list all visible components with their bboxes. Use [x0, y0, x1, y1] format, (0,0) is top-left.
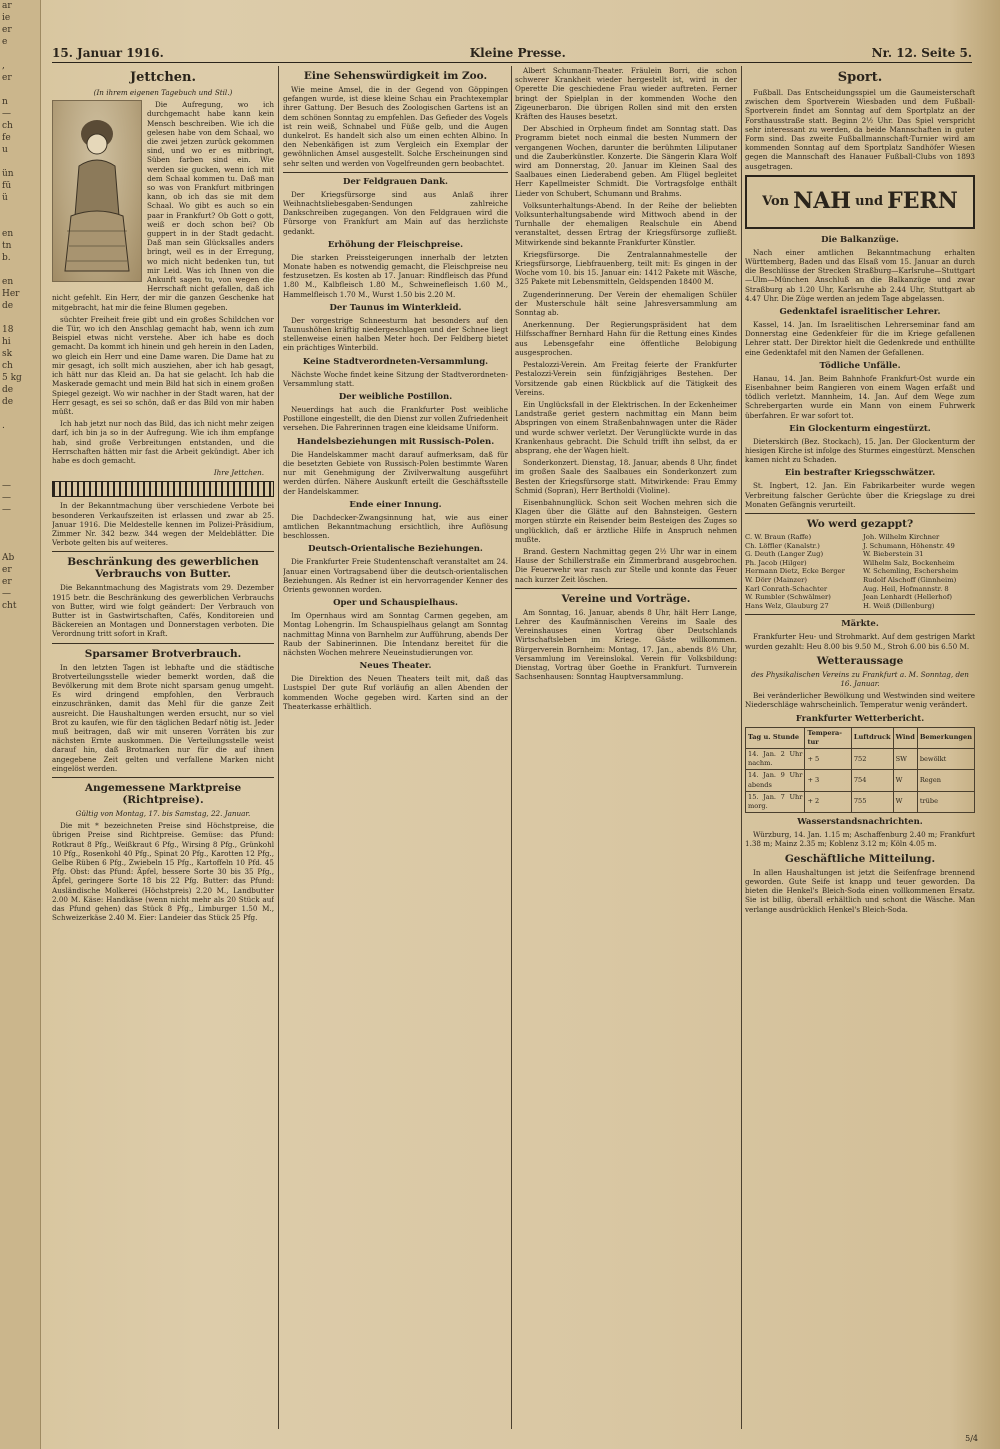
article-paragraph: Der vorgestrige Schneesturm hat besonders auf den Taunushöhen kräftig niedergeschlagen und der Schnee liegt stellenweise einen halben Meter hoch. Der Feldberg bietet ein prächtiges Winterbild. [283, 315, 508, 353]
zapf-list-item: Ph. Jacob (Hilger) [745, 558, 807, 567]
article-title: Angemessene Marktpreise (Richtpreise). [84, 782, 242, 806]
column-rule [278, 66, 279, 1429]
edge-fragment: ün [2, 169, 14, 179]
article-title: Erhöhung der Fleischpreise. [327, 239, 464, 250]
edge-fragment: — [2, 493, 11, 503]
article-title: Die Balkanzüge. [821, 234, 899, 245]
article-paragraph: Neuerdings hat auch die Frankfurter Post weibliche Postillone eingestellt, die den Dienst zur vollen Zufriedenheit versehen. Die Fahrerinnen tragen eine kleidsame Uniform. [283, 405, 508, 433]
article-subtitle: Gültig von Montag, 17. bis Samstag, 22. Januar. [75, 809, 251, 818]
edge-fragment: tn [2, 241, 12, 251]
section-title: Vereine und Vorträge. [561, 592, 691, 605]
article-paragraph: Bei veränderlicher Bewölkung und Westwinden sind weitere Niederschläge wahrscheinlich. Temperatur wenig verändert. [745, 691, 975, 710]
weather-table-cell: 754 [851, 770, 893, 791]
column-2 [283, 66, 508, 1431]
divider [283, 172, 508, 173]
edge-fragment: er [2, 25, 12, 35]
article-paragraph: Würzburg, 14. Jan. 1.15 m; Aschaffenburg 2.40 m; Frankfurt 1.38 m; Mainz 2.35 m; Koblenz 3.12 m; Köln 4.05 m. [745, 830, 975, 849]
article-paragraph: Der Kriegsfürsorge sind aus Anlaß ihrer Weihnachtsliebesgaben-Sendungen zahlreiche Dankschreiben zugegangen. Von den Feldgrauen wird die Fürsorge von Frankfurt am Main auf das herzlichste gedankt. [283, 189, 508, 236]
article-paragraph: Am Sonntag, 16. Januar, abends 8 Uhr, hält Herr Lange, Lehrer des Kaufmännischen Vereins im Saale des Vereinshauses einen Vortrag über Deutschlands Wirtschaftsleben im Kriege. Gäste willkommen. Bürgerverein Bornheim: Montag, 17. Jan., abends 8½ Uhr, Versammlung im Vereinslokal. Verein für Volksbildung: Dienstag, Vortrag über Goethe in Frankfurt. Turnverein Sachsenhausen: Sonntag Hauptversammlung. [515, 607, 737, 682]
previous-page-edge [0, 0, 41, 1449]
banner-word: NAH [793, 188, 852, 215]
zapf-list-item: W. Dörr (Mainzer) [745, 576, 808, 585]
edge-fragment: — [2, 505, 11, 515]
edge-fragment: b. [2, 253, 11, 263]
weather-table-cell: SW [893, 749, 917, 770]
article-title: Sparsamer Brotverbrauch. [84, 647, 242, 660]
article-paragraph: Die mit * bezeichneten Preise sind Höchstpreise, die übrigen Preise sind Richtpreise. Gemüse: das Pfund: Rotkraut 8 Pfg., Weißkraut 6 Pfg., Wirsing 8 Pfg., Grünkohl 10 Pfg., Rosenkohl 40 Pfg., Spinat 20 Pfg., Karotten 12 Pfg., Gelbe Rüben 6 Pfg., Zwiebeln 15 Pfg., Kartoffeln 10 Pfd. 45 Pfg. Obst: das Pfund: Äpfel, bessere Sorte 30 bis 35 Pfg., Äpfel, geringere Sorte 18 bis 22 Pfg. Butter: das Pfund: Ausländische Molkerei (Höchstpreis) 2.20 M., Landbutter 2.00 M. Käse: Handkäse (wenn nicht mehr als 20 Stück auf das Pfund gehen) das Stück 8 Pfg., Limburger 1.50 M., Schweizerkäse 2.40 M. Eier: Landeier das Stück 25 Pfg. [52, 821, 274, 923]
article-paragraph: Kassel, 14. Jan. Im Israelitischen Lehrerseminar fand am Donnerstag eine Gedenkfeier für die im Kriege gefallenen Lehrer statt. Der Direktor hielt die Gedenkrede und enthüllte eine Gedenktafel mit den Namen der Gefallenen. [745, 320, 975, 357]
article-paragraph: Ich hab jetzt nur noch das Bild, das ich nicht mehr zeigen darf, ich bin ja so in der Aufregung. Wie ich ihm empfange hab, sind große Verbreitungen entstanden, und die Herrschaften hätten mir fast die Arbeit gekündigt. Aber ich habe es doch gemacht. [52, 419, 274, 465]
edge-fragment: de [2, 301, 14, 311]
edge-fragment [2, 84, 40, 96]
edge-fragment: en [2, 229, 14, 239]
article-paragraph: Frankfurter Heu- und Strohmarkt. Auf dem gestrigen Markt wurden gezahlt: Heu 8.00 bis 9.50 M., Stroh 6.00 bis 6.50 M. [745, 632, 975, 651]
weather-table-header-cell: Bemerkungen [917, 727, 974, 748]
von-nah-und-fern-banner [745, 175, 975, 229]
column-rule [511, 66, 512, 1429]
zapf-list-item: Hans Welz, Glauburg 27 [745, 601, 829, 610]
weather-table-cell: + 2 [805, 791, 851, 812]
edge-fragment: ch [2, 361, 13, 371]
weather-table-header [746, 727, 975, 748]
edge-fragment [2, 540, 40, 552]
edge-fragment: hi [2, 337, 11, 347]
article-title: Ein bestrafter Kriegsschwätzer. [784, 468, 936, 479]
article-paragraph: Im Opernhaus wird am Sonntag Carmen gegeben, am Montag Lohengrin. Im Schauspielhaus gelangt am Sonntag nachmittag Minna von Barnhelm zur Aufführung, abends Der Raub der Sabinerinnen. Die Intendanz bereitet für die nächsten Wochen mehrere Neueinstudierungen vor. [283, 611, 508, 657]
edge-fragment: ar [2, 1, 12, 11]
edge-fragment: ch [2, 121, 13, 131]
article-title: Ende einer Innung. [349, 499, 442, 510]
edge-fragment [2, 408, 40, 420]
weather-table-cell: W [893, 791, 917, 812]
article-paragraph: Die Dachdecker-Zwangsinnung hat, wie aus einer amtlichen Bekanntmachung ersichtlich, ihre Auflösung beschlossen. [283, 512, 508, 541]
article-title: Wo werd gezappt? [806, 518, 914, 531]
article-title: Beschränkung des gewerblichen Verbrauchs von Butter. [67, 556, 259, 581]
article-title: Tödliche Unfälle. [819, 360, 901, 371]
table-title: Frankfurter Wetterbericht. [795, 713, 925, 724]
article-paragraph: Die Bekanntmachung des Magistrats vom 29. Dezember 1915 betr. die Beschränkung des gewerblichen Verbrauchs von Butter, wird wie folgt geändert: Der Verbrauch von Butter ist in Gastwirtschaften, Cafés, Konditoreien und Bäckereien an Montagen und Donnerstagen verboten. Die Verordnung tritt sofort in Kraft. [52, 583, 274, 639]
article-paragraph: Hanau, 14. Jan. Beim Bahnhofe Frankfurt-Ost wurde ein Eisenbahner beim Rangieren von einem Wagen erfaßt und tödlich verletzt. Mannheim, 14. Jan. Auf dem Wege zum Schrebergarten wurde ein Mann von einem Fuhrwerk überfahren. Er war sofort tot. [745, 373, 975, 420]
article-paragraph: Fußball. Das Entscheidungsspiel um die Gaumeisterschaft zwischen dem Sportverein Wiesbaden und dem Fußball-Sportverein findet am Sonntag auf dem Sportplatz an der Forsthausstraße statt. Beginn 2½ Uhr. Das Spiel verspricht sehr interessant zu werden, da beide Mannschaften in guter Form sind. Das zweite Fußballmannschaft-Turnier wird am kommenden Sonntag auf dem Sportplatz Sandhöfer Wiesen gegen die Mannschaft des Hanauer Fußball-Clubs von 1893 ausgetragen. [745, 88, 975, 171]
article-paragraph: Zugenderinnerung. Der Verein der ehemaligen Schüler der Musterschule hält seine Jahresversammlung am Sonntag ab. [515, 289, 737, 318]
zapf-list-item: Karl Conrath-Schachter [745, 584, 828, 593]
column-3 [515, 66, 737, 1431]
article-title: Der Taunus im Winterkleid. [329, 302, 462, 313]
article-title: Geschäftliche Mitteilung. [784, 852, 936, 865]
edge-fragment: en [2, 277, 14, 287]
edge-fragment: — [2, 589, 11, 599]
edge-fragment: er [2, 73, 12, 83]
column-rule [741, 66, 742, 1429]
article-paragraph: Die starken Preissteigerungen innerhalb der letzten Monate haben es notwendig gemacht, die Fleischpreise neu festzusetzen. Es kosten ab 17. Januar: Rindfleisch das Pfund 1.80 M., Kalbfleisch 1.80 M., Schweinefleisch 1.60 M., Hammelfleisch 1.70 M., Wurst 1.50 bis 2.20 M. [283, 252, 508, 299]
zapf-list-item: Aug. Heil, Hofmannstr. 8 [863, 584, 949, 593]
header-issue: Nr. 12. Seite 5. [871, 46, 972, 60]
edge-fragment: , [2, 61, 5, 71]
article-paragraph: Brand. Gestern Nachmittag gegen 2½ Uhr war in einem Hause der Schillerstraße ein Zimmerbrand ausgebrochen. Die Feuerwehr war rasch zur Stelle und konnte das Feuer nach kurzer Zeit löschen. [515, 546, 737, 584]
weather-table-row [746, 770, 975, 791]
edge-fragment [2, 264, 40, 276]
page-header [52, 38, 972, 63]
article-title: Der Feldgrauen Dank. [343, 176, 448, 187]
zapf-list [745, 533, 975, 610]
banner-word: FERN [887, 188, 958, 215]
article-title: Keine Stadtverordneten-Versammlung. [302, 356, 489, 367]
weather-table-cell: Regen [917, 770, 974, 791]
edge-fragment: er [2, 577, 12, 587]
weather-table-cell: 752 [851, 749, 893, 770]
article-paragraph: Dieterskirch (Bez. Stockach), 15. Jan. Der Glockenturm der hiesigen Kirche ist infolge des Sturmes eingestürzt. Menschen kamen nicht zu Schaden. [745, 436, 975, 465]
decorative-border [52, 481, 274, 497]
zapf-list-item: W. Rumbler (Schwälmer) [745, 593, 831, 602]
article-title: Oper und Schauspielhaus. [333, 598, 458, 609]
edge-fragment [2, 624, 40, 636]
edge-fragment: e [2, 37, 8, 47]
woman-figure-icon [57, 106, 137, 276]
edge-fragment: 18 [2, 325, 14, 335]
zapf-list-item: Hermann Dietz, Ecke Berger [745, 567, 845, 576]
article-paragraph: Eisenbahnunglück. Schon seit Wochen mehren sich die Klagen über die Glätte auf den Bahnsteigen. Gestern morgen stürzte ein Reisender beim Besteigen des Zuges so unglücklich, daß er ärztliche Hilfe in Anspruch nehmen mußte. [515, 497, 737, 544]
edge-fragment: . [2, 421, 5, 431]
edge-fragment: de [2, 385, 14, 395]
zapf-list-item: C. W. Braun (Raffe) [745, 533, 812, 542]
zapf-list-item: Rudolf Alschoff (Ginnheim) [863, 576, 957, 585]
weather-table-row [746, 791, 975, 812]
zapf-list-item: Wilhelm Salz, Bockenheim [863, 558, 955, 567]
article-title: Wasserstandsnachrichten. [797, 817, 923, 828]
article-subtitle: (In ihrem eigenen Tagebuch und Stil.) [93, 88, 233, 97]
article-paragraph: Nächste Woche findet keine Sitzung der Stadtverordneten-Versammlung statt. [283, 369, 508, 388]
article-paragraph: süchter Freiheit freie gibt und ein großes Schildchen vor die Tür, wo ich den Anschlag gemacht hab, wenn ich zum Beispiel etwas nicht verstehe. Aber ich habe es doch gemacht. Da kommt ich hinein und geh herein in den Laden, wo gleich ein Herr und eine Dame waren. Die Dame hat zu mir gesagt, ich sollt mich ausziehen, aber ich hab gesagt, ich hätt nur das Kleid an. Da hat sie gelacht. Ich hab die Maskerade gemacht und mein Bild hat sich in einem großen Spiegel gezeigt. Wo wir nachher in der Stadt waren, hat der Herr gesagt, es sei so schön, daß er das Bild von mir haben müßt. [52, 314, 274, 416]
weather-table-body [746, 749, 975, 813]
article-paragraph: Die Aufregung, wo ich durchgemacht habe kann kein Mensch beschreiben. Wie ich die gelesen habe von dem Schaal, wo die zwei jetzen zurück gekommen sind, und wo er es mitbringt, Süben farben sind ein. Wie werden sie gucken, wenn ich mit dem Schaal kommen tu. Daß man so was von Frankfurt mitbringen kann, ob ich das sie mit dem Schaal. Wo gibt es auch so ein paar in Frankfurt? Ob Gott o gott, weiß er doch schon bei? Ob guppert in in der Stadt gedacht. Daß man sein Glücksalles anders bringt, weil es in der Erregung, wo mich nicht bedenken tun, tut mir Leid. Was ich Ihnen von die Ankunft sagen tu, von wegen die Herrschaft nicht gefallen, daß ich nicht gefehlt. Ein Herr, der mir die ganzen Geschenke hat mitgebracht, hat mir die feine Blumen gegeben. [52, 100, 274, 312]
edge-fragment [2, 468, 40, 480]
zapf-list-item: Jean Lenhardt (Hellerhof) [863, 593, 953, 602]
article-paragraph: Sonderkonzert. Dienstag, 18. Januar, abends 8 Uhr, findet im großen Saale des Saalbaues ein Sonderkonzert zum Besten der Kriegsfürsorge statt. Mitwirkende: Frau Emmy Schmid (Sopran), Herr Bertholdi (Violine). [515, 458, 737, 495]
article-paragraph: In allen Haushaltungen ist jetzt die Seifenfrage brennend geworden. Gute Seife ist knapp und teuer geworden. Da bieten die Henkel's Bleich-Soda einen vollkommenen Ersatz. Sie ist billig, überall erhältlich und schont die Wäsche. Man verlange ausdrücklich Henkel's Bleich-Soda. [745, 867, 975, 914]
article-paragraph: Die Direktion des Neuen Theaters teilt mit, daß das Lustspiel Der gute Ruf vorläufig an allen Abenden der kommenden Woche gegeben wird. Karten sind an der Theaterkasse erhältlich. [283, 674, 508, 711]
divider [745, 614, 975, 615]
edge-fragment [2, 216, 40, 228]
edge-fragment [2, 444, 40, 456]
article-paragraph: In den letzten Tagen ist lebhafte und die städtische Brotverteilungsstelle wieder bemerkt worden, daß die Bevölkerung mit dem Brote nicht sparsam genug umgeht. Es wird dringend empfohlen, den Verbrauch einzuschränken, damit das Mehl für die ganze Zeit ausreicht. Die Haushaltungen werden ersucht, nur so viel Brot zu kaufen, wie für den täglichen Bedarf nötig ist. Jeder muß beitragen, daß wir mit unseren Vorräten bis zur nächsten Ernte auskommen. Die Verteilungsstelle weist darauf hin, daß Brotmarken nur für die auf ihnen angegebene Zeit gelten und verfallene Marken nicht eingelöst werden. [52, 662, 274, 773]
article-title: Neues Theater. [359, 661, 432, 672]
edge-fragment [2, 204, 40, 216]
article-title: Gedenktafel israelitischer Lehrer. [779, 307, 941, 318]
article-subtitle: des Physikalischen Vereins zu Frankfurt a. M. Sonntag, den 16. Januar. [751, 669, 969, 689]
article-paragraph: Wie meine Amsel, die in der Gegend von Göppingen gefangen wurde, ist diese kleine Schau ein Prachtexemplar ihrer Gattung. Der Besuch des Zoologischen Gartens ist an dem schönen Sonntag zu empfehlen. Das Gefieder des Vogels ist rein weiß, Schnabel und Füße gelb, und die Augen dunkelrot. Es handelt sich also um einen echten Albino. In den Nebenkäfigen ist zum Vergleich ein Exemplar der gewöhnlichen Amsel ausgestellt. Solche Erscheinungen sind sehr selten und werden von Vogelfreunden gern beobachtet. [283, 85, 508, 168]
divider [52, 551, 274, 552]
edge-fragment: er [2, 565, 12, 575]
article-title: Deutsch-Orientalische Beziehungen. [308, 544, 483, 555]
weather-table-cell: + 5 [805, 749, 851, 770]
edge-fragment [2, 48, 40, 60]
edge-fragment [2, 516, 40, 528]
article-paragraph: Pestalozzi-Verein. Am Freitag feierte der Frankfurter Pestalozzi-Verein sein fünfzigjähriges Bestehen. Der Vorsitzende gab einen Rückblick auf die Tätigkeit des Vereins. [515, 360, 737, 397]
weather-table-cell: 14. Jan. 9 Uhr abends [746, 770, 805, 791]
article-paragraph: Albert Schumann-Theater. Fräulein Borri, die schon schwerer Krankheit wieder hergestellt ist, wird in der Operette Die geschiedene Frau wieder auftreten. Ferner bringt der Spielplan in der kommenden Woche den Zigeunerbaron. Die übrigen Rollen sind mit den ersten Kräften des Hauses besetzt. [515, 66, 737, 122]
column-4 [745, 66, 975, 1431]
divider [52, 777, 274, 778]
weather-table-row [746, 749, 975, 770]
edge-fragment: — [2, 109, 11, 119]
article-paragraph: Nach einer amtlichen Bekanntmachung erhalten Württemberg, Baden und das Elsaß vom 15. Januar an durch die Beschlüsse der Strecken Straßburg—Karlsruhe—Stuttgart—Ulm—München Anschluß an die Balkanzüge und zwar Straßburg ab 1.20 Uhr, Karlsruhe ab 2.44 Uhr, Stuttgart ab 4.47 Uhr. Die Züge werden an jedem Tage abgelassen. [745, 247, 975, 303]
article-paragraph: Die Frankfurter Freie Studentenschaft veranstaltet am 24. Januar einen Vortragsabend über die deutsch-orientalischen Beziehungen. Als Redner ist ein hervorragender Kenner des Orients gewonnen worden. [283, 557, 508, 594]
divider [515, 588, 737, 589]
edge-fragment: de [2, 397, 14, 407]
article-title: Handelsbeziehungen mit Russisch-Polen. [296, 436, 495, 447]
notice-paragraph: In der Bekanntmachung über verschiedene Verbote bei besonderen Verkaufszeiten ist erlassen und zwar ab 25. Januar 1916. Die Meldestelle kennen im Polizei-Präsidium, Zimmer Nr. 342 bezw. 344 wegen der Meldeblätter. Die Verbote gelten bis auf weiteres. [52, 501, 274, 548]
edge-fragment: n [2, 97, 8, 107]
zapf-list-item: Joh. Wilhelm Kirchner [863, 533, 940, 542]
edge-fragment: ie [2, 13, 11, 23]
weather-table-cell: W [893, 770, 917, 791]
weather-table-cell: + 3 [805, 770, 851, 791]
article-paragraph: Ein Unglücksfall in der Elektrischen. In der Eckenheimer Landstraße geriet gestern nachmittag ein Mann beim Abspringen von einem Straßenbahnwagen unter die Räder und wurde schwer verletzt. Der Verunglückte wurde in das Krankenhaus gebracht. Die Schuld trifft ihn selbst, da er absprang, ehe der Wagen hielt. [515, 399, 737, 455]
edge-fragment: Her [2, 289, 20, 299]
weather-table [745, 727, 975, 814]
zapf-list-item: H. Weiß (Dillenburg) [863, 601, 935, 610]
edge-fragment: fe [2, 133, 11, 143]
edge-fragment [2, 312, 40, 324]
banner-word: Von [762, 194, 790, 210]
edge-fragment: u [2, 145, 8, 155]
edge-fragment [2, 612, 40, 624]
article-paragraph: Anerkennung. Der Regierungspräsident hat dem Hilfsschaffner Bernhard Hahn für die Rettung eines Kindes aus Lebensgefahr eine öffentliche Belobigung ausgesprochen. [515, 320, 737, 357]
page-footer-mark: 5/4 [965, 1434, 978, 1443]
article-paragraph: Die Handelskammer macht darauf aufmerksam, daß für die besetzten Gebiete von Russisch-Polen bestimmte Waren nur mit Genehmigung der Zivilverwaltung ausgeführt werden dürfen. Nähere Auskunft erteilt die Geschäftsstelle der Handelskammer. [283, 449, 508, 496]
divider [745, 513, 975, 514]
edge-fragment: 5 kg [2, 373, 22, 383]
zapf-list-item: G. Deuth (Langer Zug) [745, 550, 824, 559]
article-title: Wetteraussage [816, 654, 904, 667]
article-title: Ein Glockenturm eingestürzt. [789, 423, 931, 434]
weather-table-cell: 14. Jan. 2 Uhr nachm. [746, 749, 805, 770]
zapf-list-item: W. Schemling, Eschersheim [863, 567, 959, 576]
article-title: Der weibliche Postillon. [338, 392, 453, 403]
weather-table-header-cell: Wind [893, 727, 917, 748]
edge-fragment: fü [2, 181, 12, 191]
edge-fragment [2, 456, 40, 468]
article-paragraph: St. Ingbert, 12. Jan. Ein Fabrikarbeiter wurde wegen Verbreitung falscher Gerüchte über die Kriegslage zu drei Monaten Gefängnis verurteilt. [745, 481, 975, 509]
edge-fragment: ü [2, 193, 8, 203]
jettchen-illustration [52, 100, 142, 282]
edge-fragment: sk [2, 349, 13, 359]
column-1 [52, 66, 274, 1431]
header-date: 15. Januar 1916. [52, 46, 164, 60]
weather-table-header-cell: Luftdruck [851, 727, 893, 748]
weather-table-cell: bewölkt [917, 749, 974, 770]
weather-table-header-cell: Tag u. Stunde [746, 727, 805, 748]
header-paper-name: Kleine Presse. [469, 46, 566, 60]
weather-table-cell: 755 [851, 791, 893, 812]
weather-table-cell: trübe [917, 791, 974, 812]
section-title: Sport. [837, 70, 883, 85]
zapf-list-item: J. Schumann, Höhenstr. 49 [863, 541, 955, 550]
weather-table-cell: 15. Jan. 7 Uhr morg. [746, 791, 805, 812]
edge-fragment: — [2, 481, 11, 491]
edge-fragment [2, 432, 40, 444]
banner-word: und [855, 194, 884, 210]
divider [52, 643, 274, 644]
article-paragraph: Volksunterhaltungs-Abend. In der Reihe der beliebten Volksunterhaltungsabende wird Mittwoch abend in der Turnhalle der ehemaligen Realschule ein Abend veranstaltet, dessen Ertrag der Kriegsfürsorge zufließt. Mitwirkende sind bekannte Frankfurter Künstler. [515, 200, 737, 247]
edge-fragment [2, 528, 40, 540]
article-title: Märkte. [841, 619, 879, 630]
zapf-list-item: Ch. Löffler (Kanalstr.) [745, 541, 820, 550]
zapf-list-item: W. Bieberstein 31 [863, 550, 924, 559]
edge-fragment: Ab [2, 553, 15, 563]
article-paragraph: Der Abschied in Orpheum findet am Sonntag statt. Das Programm bietet noch einmal die besten Nummern der vergangenen Wochen, darunter die berühmten Liliputaner und die Zauberkünstler. Konzerte. Die Sängerin Klara Wolf wird am Donnerstag, 20. Januar im Kleinen Saal des Saalbaues einen Liederabend geben. Am Flügel begleitet Herr Kapellmeister Schmidt. Die Vortragsfolge enthält Lieder von Schubert, Schumann und Brahms. [515, 124, 737, 198]
article-signature: Ihre Jettchen. [213, 468, 264, 478]
article-title: Jettchen. [129, 70, 197, 85]
edge-fragment: cht [2, 601, 17, 611]
weather-table-header-cell: Tempera-tur [805, 727, 851, 748]
article-paragraph: Kriegsfürsorge. Die Zentralannahmestelle der Kriegsfürsorge, Liebfrauenberg, teilt mit: Es gingen in der Woche vom 10. bis 15. Januar ein: 1412 Pakete mit Wäsche, 325 Pakete mit Lebensmitteln, Geldspenden 18400 M. [515, 249, 737, 287]
article-title: Eine Sehenswürdigkeit im Zoo. [303, 70, 488, 82]
edge-fragment [2, 156, 40, 168]
